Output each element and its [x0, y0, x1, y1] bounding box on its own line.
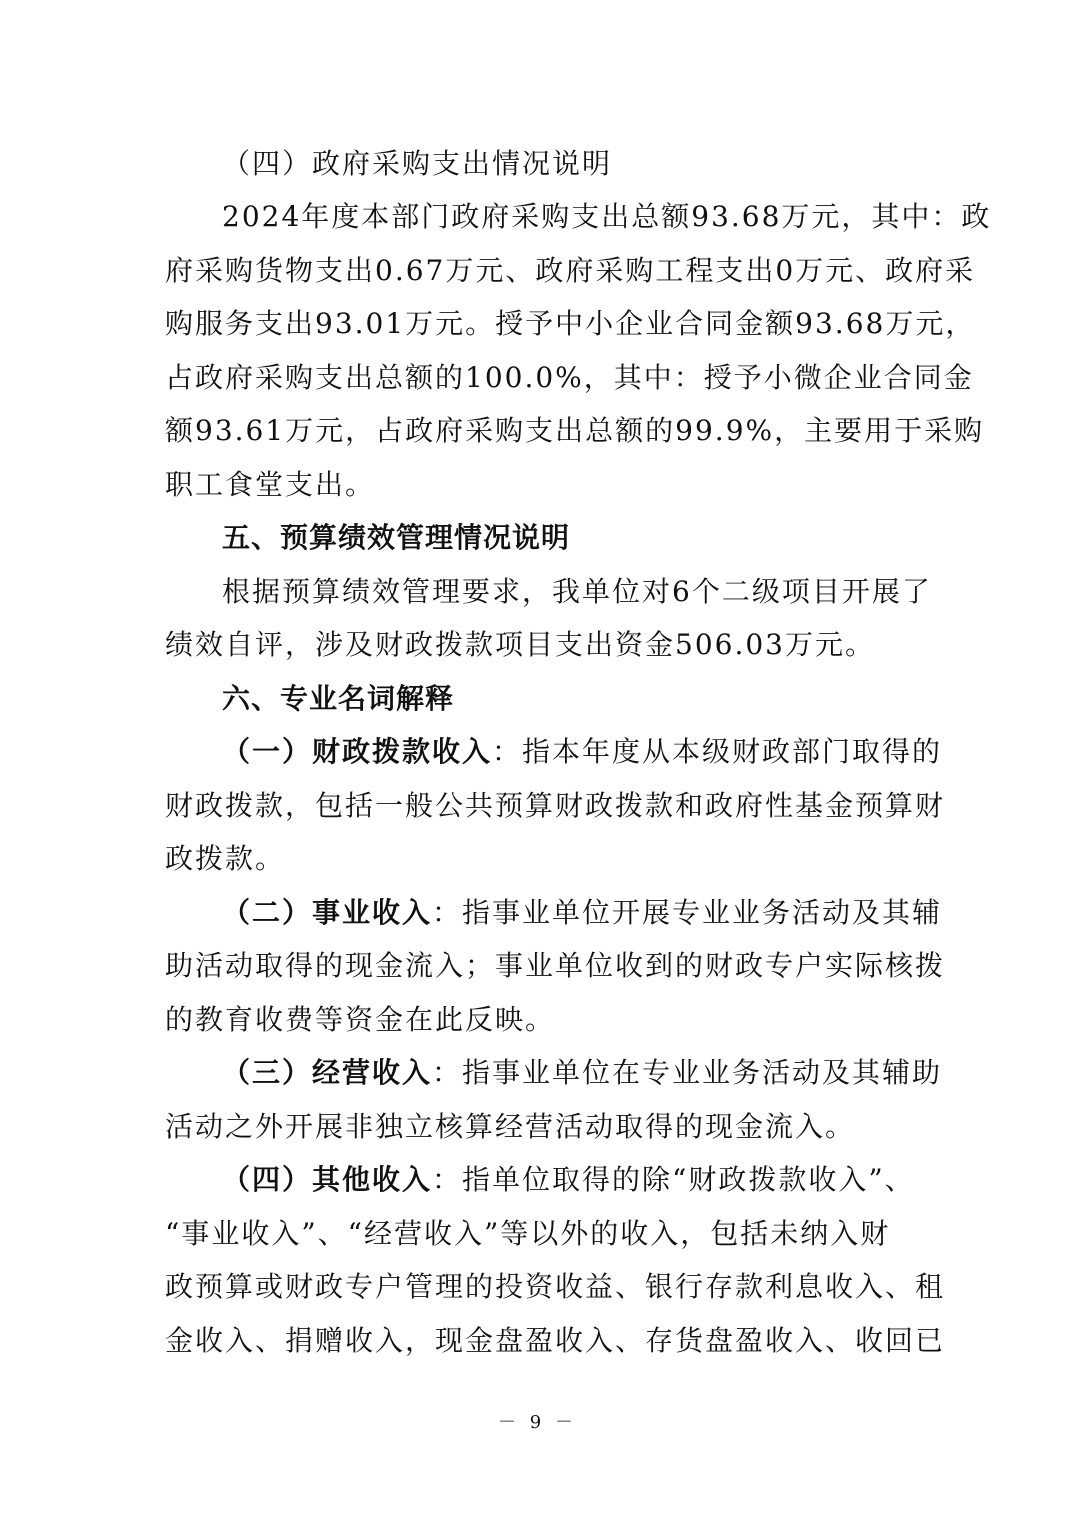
glossary-term: （一）财政拨款收入 — [222, 735, 493, 768]
glossary-term: （四）其他收入 — [222, 1163, 433, 1196]
paragraph-line: “事业收入”、“经营收入”等以外的收入，包括未纳入财 — [165, 1217, 891, 1250]
section-heading-gov-procurement: （四）政府采购支出情况说明 — [222, 147, 613, 180]
paragraph-line: 购服务支出93.01万元。授予中小企业合同金额93.68万元， — [165, 307, 976, 340]
paragraph-line: 助活动取得的现金流入；事业单位收到的财政专户实际核拨 — [165, 949, 946, 982]
glossary-item — [222, 1055, 982, 1091]
glossary-definition: ：指事业单位在专业业务活动及其辅助 — [432, 1056, 943, 1089]
paragraph-line: 金收入、捐赠收入，现金盘盈收入、存货盘盈收入、收回已 — [165, 1324, 946, 1357]
paragraph-line: 活动之外开展非独立核算经营活动取得的现金流入。 — [165, 1110, 856, 1143]
paragraph-line: 绩效自评，涉及财政拨款项目支出资金506.03万元。 — [165, 628, 875, 661]
page-number: － 9 － — [498, 1412, 577, 1433]
paragraph-line: 财政拨款，包括一般公共预算财政拨款和政府性基金预算财 — [165, 789, 946, 822]
paragraph-line: 根据预算绩效管理要求，我单位对6个二级项目开展了 — [222, 575, 932, 608]
paragraph-line: 政拨款。 — [165, 842, 286, 875]
glossary-item — [222, 734, 982, 770]
paragraph-line: 府采购货物支出0.67万元、政府采购工程支出0万元、政府采 — [165, 254, 976, 287]
glossary-definition: ：指事业单位开展专业业务活动及其辅 — [432, 896, 943, 929]
glossary-item — [222, 895, 982, 931]
glossary-term: （二）事业收入 — [222, 896, 433, 929]
paragraph-line: 职工食堂支出。 — [165, 468, 376, 501]
paragraph-line: 2024年度本部门政府采购支出总额93.68万元，其中：政 — [222, 200, 992, 233]
section-heading-performance: 五、预算绩效管理情况说明 — [222, 521, 571, 554]
paragraph-line: 政预算或财政专户管理的投资收益、银行存款利息收入、租 — [165, 1270, 946, 1303]
paragraph-line: 的教育收费等资金在此反映。 — [165, 1003, 556, 1036]
glossary-term: （三）经营收入 — [222, 1056, 433, 1089]
glossary-definition: ：指本年度从本级财政部门取得的 — [492, 735, 943, 768]
paragraph-line: 占政府采购支出总额的100.0%，其中：授予小微企业合同金 — [165, 361, 974, 394]
section-heading-glossary: 六、专业名词解释 — [222, 682, 455, 715]
glossary-definition: ：指单位取得的除“财政拨款收入”、 — [432, 1163, 915, 1196]
paragraph-line: 额93.61万元，占政府采购支出总额的99.9%，主要用于采购 — [165, 414, 985, 447]
glossary-item — [222, 1162, 982, 1198]
